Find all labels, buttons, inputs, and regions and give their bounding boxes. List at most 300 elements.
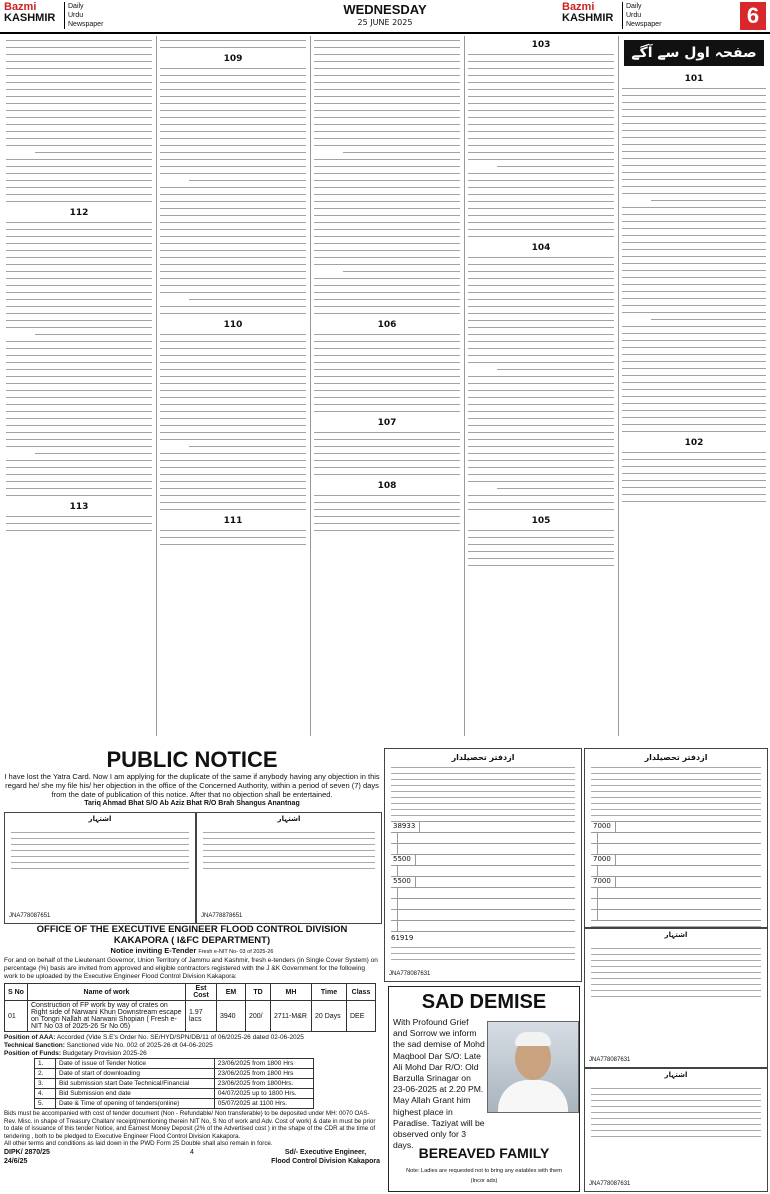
text-line (160, 292, 306, 293)
text-line (6, 250, 152, 251)
text-line (468, 187, 614, 188)
cell-cost: 1.97 lacs (186, 1001, 217, 1032)
text-line (160, 271, 306, 272)
text-line (591, 791, 761, 792)
col-td: TD (246, 984, 271, 1001)
text-line (391, 785, 575, 786)
article-number: 106 (377, 320, 397, 330)
table-row (391, 888, 575, 899)
aaa-value: Accorded (Vide S.E's Order No. SE/HYD/SPN/DB/11 of 06/2025-26 dated 02-06-2025 (56, 1034, 304, 1041)
brand-name-line1: Bazmi (4, 1, 37, 13)
tender-notice-label: Notice inviting E-Tender (110, 946, 197, 955)
text-line (160, 383, 306, 384)
table-row (591, 844, 761, 855)
text-line (6, 166, 152, 167)
text-line (468, 495, 614, 496)
text-line (314, 383, 460, 384)
text-line (468, 362, 614, 363)
text-line (591, 1100, 761, 1101)
table-row (591, 877, 761, 888)
text-line (6, 299, 152, 300)
text-line (314, 159, 460, 160)
text-line (391, 959, 575, 960)
tender-office-line1: OFFICE OF THE EXECUTIVE ENGINEER FLOOD CONTROL DIVISION (36, 924, 348, 935)
text-line (203, 844, 375, 845)
urdu-notice-box-4 (584, 1068, 768, 1192)
text-line (622, 270, 766, 271)
schedule-row (35, 1079, 314, 1089)
cell-name: Construction of FP work by way of crates on Right side of Narwani Khun Downstream escape on Tongri Nallah at Narwani Shopian ( Fresh e-NIT No 03 of 2025-26 Sr No 05) (28, 1001, 186, 1032)
bereaved-family: BEREAVED FAMILY (418, 1145, 550, 1161)
text-line (314, 530, 460, 531)
text-line (314, 47, 460, 48)
text-line (468, 103, 614, 104)
text-line (160, 537, 306, 538)
text-line (314, 229, 460, 230)
article-number: 104 (531, 243, 551, 253)
text-line (468, 117, 614, 118)
text-line (622, 144, 766, 145)
text-line (314, 89, 460, 90)
text-line (160, 397, 306, 398)
brand-daily: Daily (68, 3, 84, 10)
schedule-event: Date of issue of Tender Notice (56, 1059, 215, 1069)
column-divider (156, 36, 157, 736)
text-line (622, 396, 766, 397)
amount-cell: 5500 (393, 855, 411, 863)
text-line (622, 242, 766, 243)
funds-value: Budgetary Provision 2025-26 (62, 1050, 147, 1057)
article-number: 112 (69, 208, 89, 218)
text-line (314, 411, 460, 412)
text-line (160, 40, 306, 41)
text-line (189, 180, 306, 181)
text-line (314, 299, 460, 300)
text-line (6, 96, 152, 97)
text-line (343, 152, 460, 153)
text-line (314, 173, 460, 174)
amount-cell (591, 888, 595, 898)
text-line (11, 844, 189, 845)
text-line (622, 235, 766, 236)
cell-time: 20 Days (312, 1001, 347, 1032)
text-line (314, 166, 460, 167)
brand-name-line2-right: KASHMIR (562, 12, 614, 24)
text-line (468, 397, 614, 398)
schedule-date: 05/07/2025 at 1100 Hrs. (214, 1099, 313, 1109)
text-line (622, 466, 766, 467)
notice-ref-number: 61919 (391, 934, 414, 942)
text-line (651, 200, 766, 201)
tender-table-header (5, 984, 376, 1001)
text-line (468, 404, 614, 405)
text-line (160, 110, 306, 111)
brand-name-line1-right: Bazmi (562, 1, 595, 13)
table-row (391, 899, 575, 910)
text-line (314, 341, 460, 342)
amount-cell (591, 833, 595, 843)
text-line (314, 376, 460, 377)
text-line (622, 333, 766, 334)
urdu-notice-box-3 (584, 928, 768, 1068)
text-line (468, 138, 614, 139)
text-line (622, 158, 766, 159)
text-line (6, 530, 152, 531)
table-row (391, 866, 575, 877)
text-line (391, 767, 575, 768)
text-line (160, 460, 306, 461)
text-line (622, 179, 766, 180)
tender-page-ref: 4 (190, 1148, 194, 1156)
text-line (6, 390, 152, 391)
text-line (622, 501, 766, 502)
text-line (160, 418, 306, 419)
urdu-notice-box-2 (196, 812, 382, 924)
schedule-event: Date & Time of opening of tenders(online) (56, 1099, 215, 1109)
article-number: 101 (684, 74, 704, 84)
text-line (6, 138, 152, 139)
text-line (468, 509, 614, 510)
text-line (591, 1118, 761, 1119)
column-divider (618, 36, 619, 736)
text-line (314, 362, 460, 363)
text-line (622, 431, 766, 432)
text-line (203, 832, 375, 833)
table-row (391, 833, 575, 844)
text-line (468, 180, 614, 181)
text-line (160, 68, 306, 69)
text-line (468, 54, 614, 55)
text-line (622, 137, 766, 138)
text-line (6, 432, 152, 433)
amount-cell: 7000 (593, 855, 611, 863)
text-line (160, 348, 306, 349)
text-line (6, 474, 152, 475)
text-line (203, 868, 375, 869)
text-line (622, 221, 766, 222)
text-line (622, 480, 766, 481)
text-line (314, 194, 460, 195)
brand-name-line2: KASHMIR (4, 12, 56, 24)
text-line (591, 1136, 761, 1137)
text-line (468, 446, 614, 447)
text-line (622, 116, 766, 117)
urdu-notice-heading: اشتہار (277, 815, 301, 823)
text-line (622, 186, 766, 187)
text-line (6, 68, 152, 69)
text-line (160, 439, 306, 440)
text-line (468, 411, 614, 412)
text-line (35, 334, 152, 335)
text-line (35, 152, 152, 153)
text-line (160, 96, 306, 97)
text-line (343, 271, 460, 272)
tender-office-line2: KAKAPORA ( I&FC DEPARTMENT) (113, 935, 271, 946)
text-line (160, 208, 306, 209)
text-line (6, 446, 152, 447)
text-line (468, 110, 614, 111)
text-line (6, 222, 152, 223)
text-line (622, 249, 766, 250)
amount-cell: 38933 (393, 822, 416, 830)
text-line (468, 264, 614, 265)
weekday: WEDNESDAY (343, 2, 427, 17)
amount-cell (591, 866, 595, 876)
brand-urdu-right: Urdu (626, 12, 642, 19)
table-row (391, 910, 575, 921)
text-line (160, 334, 306, 335)
text-line (160, 432, 306, 433)
text-line (622, 151, 766, 152)
text-line (11, 838, 189, 839)
text-line (314, 467, 460, 468)
text-line (6, 292, 152, 293)
text-line (6, 243, 152, 244)
sad-demise-body: With Profound Grief and Sorrow we inform the sad demise of Mohd Maqbool Dar S/O: Late Ali Mohd Dar R/O: Old Barzulla Srinagar on 23-06-2025 at 2.20 PM. May Allah Grant him highest place in Paradise. Taziyat will be observed only for 3 days. (393, 1017, 485, 1151)
text-line (591, 779, 761, 780)
brand-daily-right: Daily (626, 3, 642, 10)
text-line (591, 1094, 761, 1095)
text-line (468, 292, 614, 293)
text-line (468, 474, 614, 475)
text-line (314, 474, 460, 475)
text-line (160, 103, 306, 104)
text-line (468, 257, 614, 258)
text-line (314, 131, 460, 132)
tender-footer-2: All other terms and conditions as laid down in the PWD Form 25 Double shall also remain in force. (4, 1140, 273, 1147)
text-line (6, 341, 152, 342)
text-line (314, 292, 460, 293)
text-line (468, 236, 614, 237)
text-line (6, 376, 152, 377)
text-line (314, 208, 460, 209)
text-line (160, 194, 306, 195)
text-line (622, 263, 766, 264)
text-line (468, 152, 614, 153)
text-line (314, 54, 460, 55)
text-line (6, 495, 152, 496)
amount-cell (591, 844, 595, 854)
text-line (622, 130, 766, 131)
text-line (622, 102, 766, 103)
text-line (314, 523, 460, 524)
text-line (468, 376, 614, 377)
text-line (35, 453, 152, 454)
text-line (314, 110, 460, 111)
text-line (314, 138, 460, 139)
text-line (622, 473, 766, 474)
text-line (468, 348, 614, 349)
text-line (314, 68, 460, 69)
amount-cell: 7000 (593, 877, 611, 885)
text-line (468, 68, 614, 69)
text-line (314, 278, 460, 279)
text-line (160, 187, 306, 188)
text-line (160, 229, 306, 230)
urdu-notice-heading: اشتہار (88, 815, 112, 823)
public-notice-signature: Tariq Ahmad Bhat S/O Ab Aziz Bhat R/O Brah Shangus Anantnag (84, 800, 300, 807)
schedule-n: 4. (35, 1089, 56, 1099)
text-line (622, 109, 766, 110)
jk-ref: JNA778087631 (589, 1057, 631, 1063)
text-line (160, 89, 306, 90)
text-line (468, 313, 614, 314)
text-line (314, 404, 460, 405)
text-line (622, 494, 766, 495)
text-line (160, 117, 306, 118)
text-line (314, 222, 460, 223)
text-line (391, 815, 575, 816)
sad-demise-note: Note: Ladies are requested not to bring any eatables with them (406, 1168, 562, 1174)
text-line (314, 75, 460, 76)
col-class: Class (347, 984, 376, 1001)
text-line (314, 257, 460, 258)
text-line (622, 410, 766, 411)
jk-ref: JNA778878651 (201, 913, 243, 919)
text-line (468, 208, 614, 209)
text-line (6, 369, 152, 370)
text-line (6, 145, 152, 146)
text-line (6, 425, 152, 426)
text-line (6, 47, 152, 48)
jk-ref: JNA778087651 (9, 913, 51, 919)
text-line (6, 306, 152, 307)
text-line (497, 369, 614, 370)
text-line (160, 355, 306, 356)
schedule-date: 23/06/2025 from 1800 Hrs (214, 1059, 313, 1069)
schedule-row (35, 1099, 314, 1109)
text-line (6, 278, 152, 279)
text-line (622, 228, 766, 229)
text-line (591, 1088, 761, 1089)
text-line (468, 145, 614, 146)
brand-left (4, 1, 104, 28)
tender-work-table (4, 983, 376, 1032)
text-line (622, 403, 766, 404)
text-line (6, 103, 152, 104)
news-column-2 (160, 36, 306, 736)
text-line (11, 868, 189, 869)
column-divider (310, 36, 311, 736)
text-line (160, 411, 306, 412)
table-row (391, 877, 575, 888)
article-number: 111 (223, 516, 243, 526)
text-line (160, 47, 306, 48)
signatory-line2: Flood Control Division Kakapora (271, 1157, 380, 1165)
text-line (314, 250, 460, 251)
text-line (314, 82, 460, 83)
amount-cell (591, 899, 595, 909)
text-line (468, 278, 614, 279)
text-line (160, 530, 306, 531)
article-number: 102 (684, 438, 704, 448)
text-line (6, 257, 152, 258)
text-line (314, 348, 460, 349)
table-row (391, 855, 575, 866)
tender-footer: Bids must be accompanied with cost of tender document (Non - Refundable/ Non transferable) to be deposited under MH: 0070 OAS-Rev. Misc. in shape of Treasury Challan/ receipt(mentioning therein NIT No, S No of work and Adv. Cost of work) & date in must be prior to date of issuance of this tender Notice, and Earnest Money Deposit (2% of the Advertised cost ) in the shape of the CDR at the time of tendering , both to be pledged to Executive Engineer Flood Control Division Kakapora. (4, 1110, 376, 1140)
text-line (622, 123, 766, 124)
text-line (622, 487, 766, 488)
col-mh: MH (271, 984, 312, 1001)
text-line (11, 856, 189, 857)
text-line (160, 131, 306, 132)
text-line (6, 117, 152, 118)
text-line (314, 40, 460, 41)
text-line (622, 284, 766, 285)
jk-ref: JNA778087631 (589, 1181, 631, 1187)
schedule-row (35, 1059, 314, 1069)
article-number: 103 (531, 40, 551, 50)
amount-cell (391, 833, 395, 843)
text-line (468, 418, 614, 419)
table-row (391, 822, 575, 833)
text-line (11, 850, 189, 851)
text-line (468, 159, 614, 160)
tech-sanction-label: Technical Sanction: (4, 1042, 65, 1049)
text-line (622, 312, 766, 313)
text-line (468, 502, 614, 503)
text-line (468, 222, 614, 223)
text-line (203, 862, 375, 863)
text-line (314, 439, 460, 440)
article-number: 108 (377, 481, 397, 491)
text-line (6, 110, 152, 111)
text-line (468, 131, 614, 132)
text-line (468, 530, 614, 531)
text-line (160, 306, 306, 307)
text-line (6, 397, 152, 398)
text-line (622, 277, 766, 278)
col-cost: Est Cost (186, 984, 217, 1001)
text-line (468, 390, 614, 391)
text-line (6, 383, 152, 384)
article-number: 109 (223, 54, 243, 64)
text-line (468, 215, 614, 216)
text-line (468, 271, 614, 272)
tech-sanction-value: Sanctioned vide No. 002 of 2025-26 dt 04-06-2025 (66, 1042, 213, 1049)
text-line (314, 334, 460, 335)
text-line (314, 215, 460, 216)
text-line (391, 779, 575, 780)
brand-newspaper: Newspaper (68, 21, 104, 28)
page-number: 6 (740, 2, 766, 30)
text-line (591, 990, 761, 991)
text-line (160, 313, 306, 314)
table-row (391, 844, 575, 855)
text-line (591, 984, 761, 985)
text-line (591, 996, 761, 997)
text-line (314, 390, 460, 391)
sad-demise-title: SAD DEMISE (421, 991, 547, 1013)
text-line (6, 180, 152, 181)
text-line (160, 145, 306, 146)
table-row (591, 899, 761, 910)
text-line (468, 432, 614, 433)
text-line (468, 341, 614, 342)
text-line (314, 460, 460, 461)
text-line (622, 347, 766, 348)
text-line (468, 453, 614, 454)
text-line (468, 467, 614, 468)
text-line (622, 417, 766, 418)
text-line (591, 773, 761, 774)
text-line (314, 285, 460, 286)
text-line (468, 439, 614, 440)
text-line (160, 467, 306, 468)
amount-cell (391, 921, 395, 931)
deceased-photo (487, 1021, 579, 1113)
text-line (160, 474, 306, 475)
